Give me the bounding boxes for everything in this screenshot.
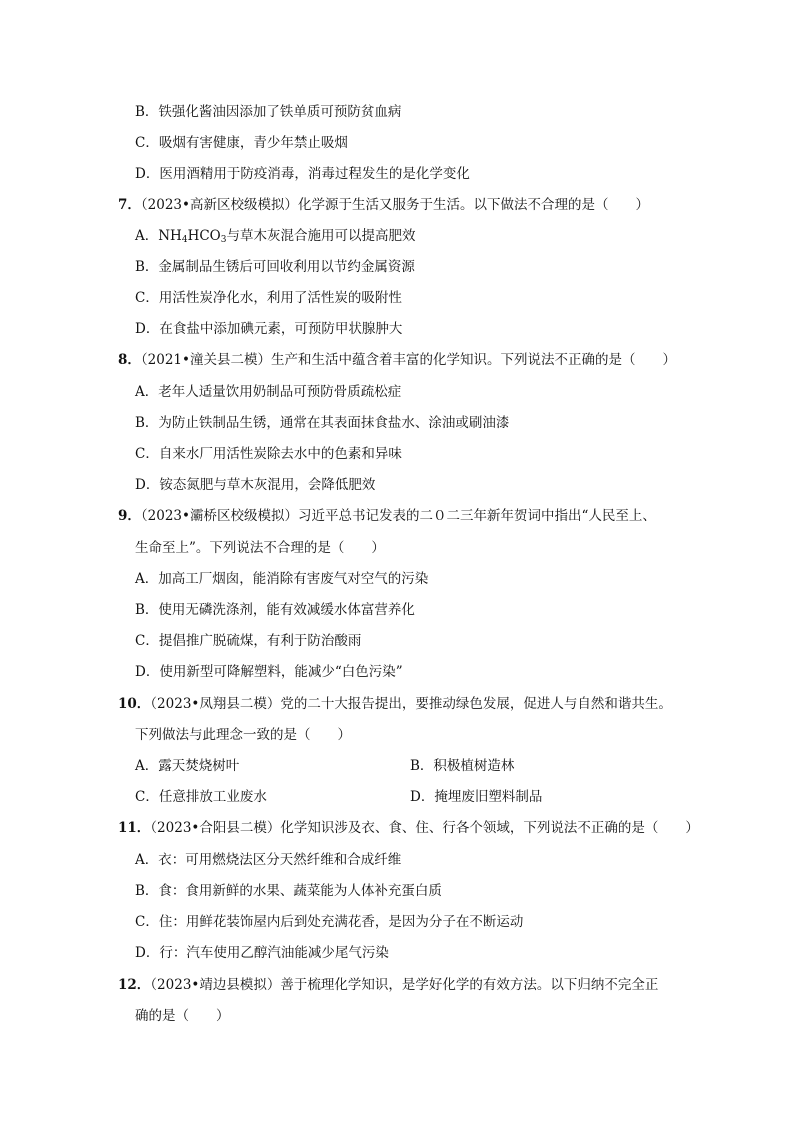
q8-option-a: A．老年人适量饮用奶制品可预防骨质疏松症 bbox=[135, 384, 402, 400]
q7-option-a bbox=[135, 227, 415, 245]
q7-a-sub1: 4 bbox=[181, 235, 188, 245]
q7-option-b: B．金属制品生锈后可回收利用以节约金属资源 bbox=[135, 259, 415, 275]
q10-source: （2023•凤翔县二模） bbox=[150, 696, 281, 712]
q6-option-c: C．吸烟有害健康，青少年禁止吸烟 bbox=[135, 135, 348, 151]
q7-option-d: D．在食盐中添加碘元素，可预防甲状腺肿大 bbox=[135, 321, 403, 337]
q12-number: 12． bbox=[118, 977, 151, 993]
q11-stem bbox=[118, 819, 699, 837]
q11-option-a: A．衣：可用燃烧法区分天然纤维和合成纤维 bbox=[135, 852, 402, 868]
q8-option-c: C．自来水厂用活性炭除去水中的色素和异味 bbox=[135, 446, 402, 462]
q9-option-d: D．使用新型可降解塑料，能减少“白色污染” bbox=[135, 664, 403, 680]
q11-source: （2023•合阳县二模） bbox=[150, 820, 281, 836]
q7-option-c: C．用活性炭净化水，利用了活性炭的吸附性 bbox=[135, 290, 402, 306]
q8-option-d: D．铵态氮肥与草木灰混用，会降低肥效 bbox=[135, 477, 376, 493]
q10-option-d: D．掩埋废旧塑料制品 bbox=[410, 789, 543, 805]
q7-a-sub2: 3 bbox=[220, 235, 227, 245]
q12-text-1: 善于梳理化学知识，是学好化学的有效方法。以下归纳不完全正 bbox=[280, 977, 659, 993]
q11-number: 11． bbox=[118, 820, 151, 836]
q6-option-b: B．铁强化酱油因添加了铁单质可预防贫血病 bbox=[135, 104, 402, 120]
q11-option-b: B．食：食用新鲜的水果、蔬菜能为人体补充蛋白质 bbox=[135, 883, 442, 899]
q8-source: （2021•潼关县二模） bbox=[140, 352, 271, 368]
q11-option-d: D．行：汽车使用乙醇汽油能减少尾气污染 bbox=[135, 945, 389, 961]
q9-source: （2023•灞桥区校级模拟） bbox=[140, 508, 298, 524]
q7-stem bbox=[118, 196, 649, 214]
q10-text-1: 党的二十大报告提出，要推动绿色发展，促进人与自然和谐共生。 bbox=[280, 696, 672, 712]
q9-stem-cont: 生命至上”。下列说法不合理的是（ ） bbox=[135, 540, 385, 556]
q10-option-a: A．露天焚烧树叶 bbox=[135, 758, 240, 774]
q9-option-a: A．加高工厂烟囱，能消除有害废气对空气的污染 bbox=[135, 571, 429, 587]
q12-stem-cont: 确的是（ ） bbox=[135, 1008, 230, 1024]
q7-a-post: 与草木灰混合施用可以提高肥效 bbox=[226, 228, 416, 244]
q11-option-c: C．住：用鲜花装饰屋内后到处充满花香，是因为分子在不断运动 bbox=[135, 914, 524, 930]
q8-stem bbox=[118, 351, 676, 369]
q10-option-c: C．任意排放工业废水 bbox=[135, 789, 267, 805]
q12-source: （2023•靖边县模拟） bbox=[150, 977, 281, 993]
q8-number: 8． bbox=[118, 352, 141, 368]
q7-a-mid: HCO bbox=[187, 228, 221, 244]
q7-source: （2023•高新区校级模拟） bbox=[140, 197, 298, 213]
q9-option-b: B．使用无磷洗涤剂，能有效减缓水体富营养化 bbox=[135, 602, 415, 618]
q6-option-d: D．医用酒精用于防疫消毒，消毒过程发生的是化学变化 bbox=[135, 166, 470, 182]
q9-stem bbox=[118, 507, 656, 525]
q10-stem-cont: 下列做法与此理念一致的是（ ） bbox=[135, 727, 351, 743]
q10-number: 10． bbox=[118, 696, 151, 712]
q8-text: 生产和生活中蕴含着丰富的化学知识。下列说法不正确的是（ ） bbox=[270, 352, 676, 368]
q11-text: 化学知识涉及衣、食、住、行各个领域，下列说法不正确的是（ ） bbox=[280, 820, 699, 836]
q12-stem bbox=[118, 976, 658, 994]
q7-number: 7． bbox=[118, 197, 141, 213]
q9-text-1: 习近平总书记发表的二０二三年新年贺词中指出“人民至上、 bbox=[297, 508, 656, 524]
q8-option-b: B．为防止铁制品生锈，通常在其表面抹食盐水、涂油或刷油漆 bbox=[135, 415, 510, 431]
q9-number: 9． bbox=[118, 508, 141, 524]
q10-option-b: B．积极植树造林 bbox=[410, 758, 515, 774]
q9-option-c: C．提倡推广脱硫煤，有利于防治酸雨 bbox=[135, 633, 362, 649]
q10-stem bbox=[118, 695, 672, 713]
q7-a-pre: A．NH bbox=[135, 228, 182, 244]
q7-text: 化学源于生活又服务于生活。以下做法不合理的是（ ） bbox=[297, 197, 649, 213]
